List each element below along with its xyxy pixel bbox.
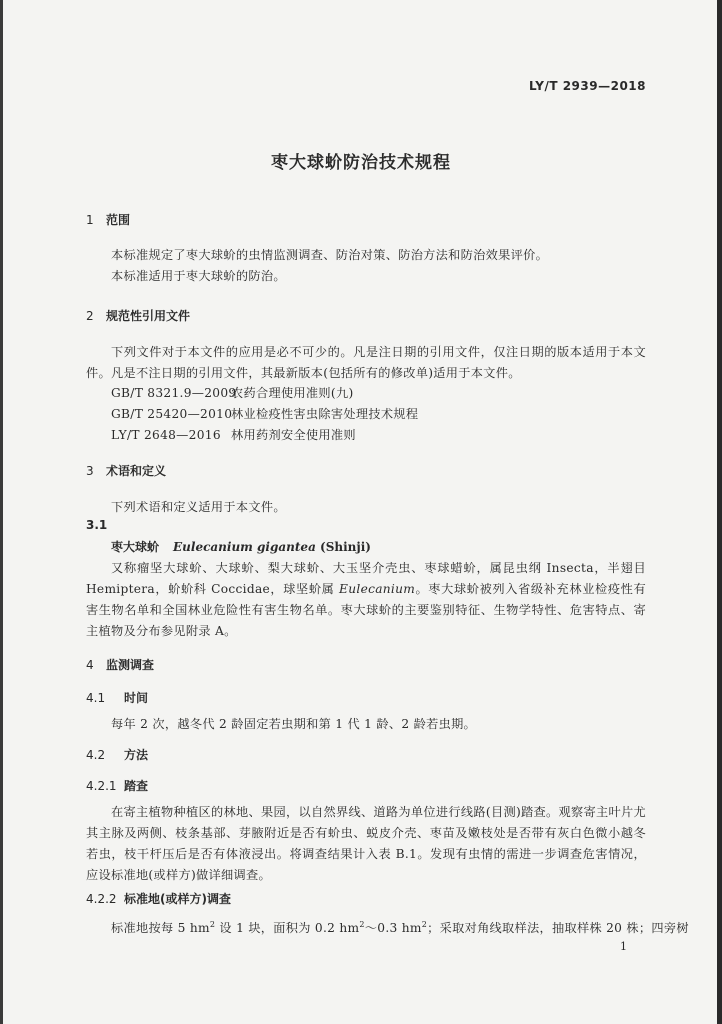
section-number: 4.2 [86, 748, 106, 762]
term-definition [86, 558, 646, 642]
section-number: 4 [86, 658, 94, 672]
section-title: 踏查 [124, 779, 149, 793]
reference-item [111, 384, 354, 401]
section-number: 1 [86, 213, 94, 227]
section-number: 4.2.2 [86, 892, 117, 906]
section-1-heading [86, 211, 130, 228]
section-4-2-1-paragraph: 在寄主植物种植区的林地、果园，以自然界线、道路为单位进行线路(目测)踏查。观察寄主叶片尤其主脉及两侧、枝条基部、芽腋附近是否有蚧虫、蜕皮介壳、枣苗及嫩枝处是否带有灰白色微小越冬若虫，枝干杆压后是否有体液浸出。将调查结果计入表 B.1。发现有虫情的需进一步调查危害情况，应设标准地(或样方)做详细调查。 [86, 805, 646, 882]
paragraph-fragment: 设 1 块，面积为 0.2 hm [215, 921, 360, 936]
section-title: 监测调查 [106, 658, 155, 672]
definition-text-a: 又称瘤坚大球蚧、大球蚧、梨大球蚧、大玉坚介壳虫、枣球蜡蚧，属昆虫纲 Insecta，半翅目 Hemiptera，蚧蚧科 Coccidae，球坚蚧属 [86, 561, 646, 596]
section-title: 方法 [124, 748, 149, 762]
term-latin: Eulecanium gigantea [173, 540, 316, 554]
section-4-2-1-heading [86, 777, 148, 794]
section-4-heading [86, 656, 154, 673]
section-1-paragraph-1: 本标准规定了枣大球蚧的虫情监测调查、防治对策、防治方法和防治效果评价。 [111, 248, 549, 262]
reference-code: LY/T 2648—2016 [111, 428, 221, 442]
section-4-1-paragraph: 每年 2 次，越冬代 2 龄固定若虫期和第 1 代 1 龄、2 龄若虫期。 [111, 717, 477, 731]
reference-title: 农药合理使用准则(九) [231, 386, 354, 400]
reference-item [111, 426, 356, 443]
section-4-2-2-paragraph [86, 914, 689, 939]
section-3-paragraph-1: 下列术语和定义适用于本文件。 [111, 500, 286, 514]
section-number: 2 [86, 309, 94, 323]
paragraph-fragment: 标准地按每 5 hm [111, 921, 210, 936]
definition-text-b: 。枣大球蚧被列入省级补充林业检疫性有害生物名单和全国林业危险性有害生物名单。枣大球蚧的主要鉴别特征、生物学特性、危害特点、寄主植物及分布参见附录 A。 [86, 582, 646, 638]
unit-exponent: 2 [209, 920, 216, 929]
unit-exponent: 2 [421, 920, 428, 929]
reference-code: GB/T 25420—2010 [111, 407, 233, 421]
section-title: 规范性引用文件 [106, 309, 191, 323]
section-title: 时间 [124, 691, 149, 705]
section-2-paragraph-1: 下列文件对于本文件的应用是必不可少的。凡是注日期的引用文件，仅注日期的版本适用于本文件。凡是不注日期的引用文件，其最新版本(包括所有的修改单)适用于本文件。 [86, 345, 646, 380]
definition-genus: Eulecanium [339, 582, 416, 596]
term-chinese: 枣大球蚧 [111, 540, 160, 554]
section-title: 范围 [106, 213, 131, 227]
section-1-paragraph-2: 本标准适用于枣大球蚧的防治。 [111, 269, 286, 283]
section-number: 4.2.1 [86, 779, 117, 793]
section-number: 3 [86, 464, 94, 478]
section-number: 4.1 [86, 691, 106, 705]
section-2-heading [86, 307, 190, 324]
paragraph-fragment: ～0.3 hm [364, 921, 422, 936]
section-4-1-heading [86, 689, 148, 706]
document-code: LY/T 2939—2018 [528, 79, 646, 93]
term-number: 3.1 [86, 518, 108, 532]
section-4-2-2-heading [86, 890, 231, 907]
section-title: 术语和定义 [106, 464, 167, 478]
section-title: 标准地(或样方)调查 [124, 892, 231, 906]
unit-exponent: 2 [359, 920, 365, 929]
reference-code: GB/T 8321.9—2009 [111, 386, 237, 400]
page-number: 1 [620, 940, 627, 953]
document-title: 枣大球蚧防治技术规程 [271, 153, 451, 173]
reference-title: 林用药剂安全使用准则 [231, 428, 356, 442]
paragraph-fragment: ；采取对角线取样法，抽取样株 20 株；四旁树 [427, 921, 689, 936]
term-heading [111, 538, 371, 555]
term-author: (Shinji) [320, 540, 371, 554]
section-4-2-heading [86, 746, 148, 763]
reference-title: 林业检疫性害虫除害处理技术规程 [231, 407, 419, 421]
section-3-heading [86, 462, 166, 479]
reference-item [111, 405, 418, 422]
